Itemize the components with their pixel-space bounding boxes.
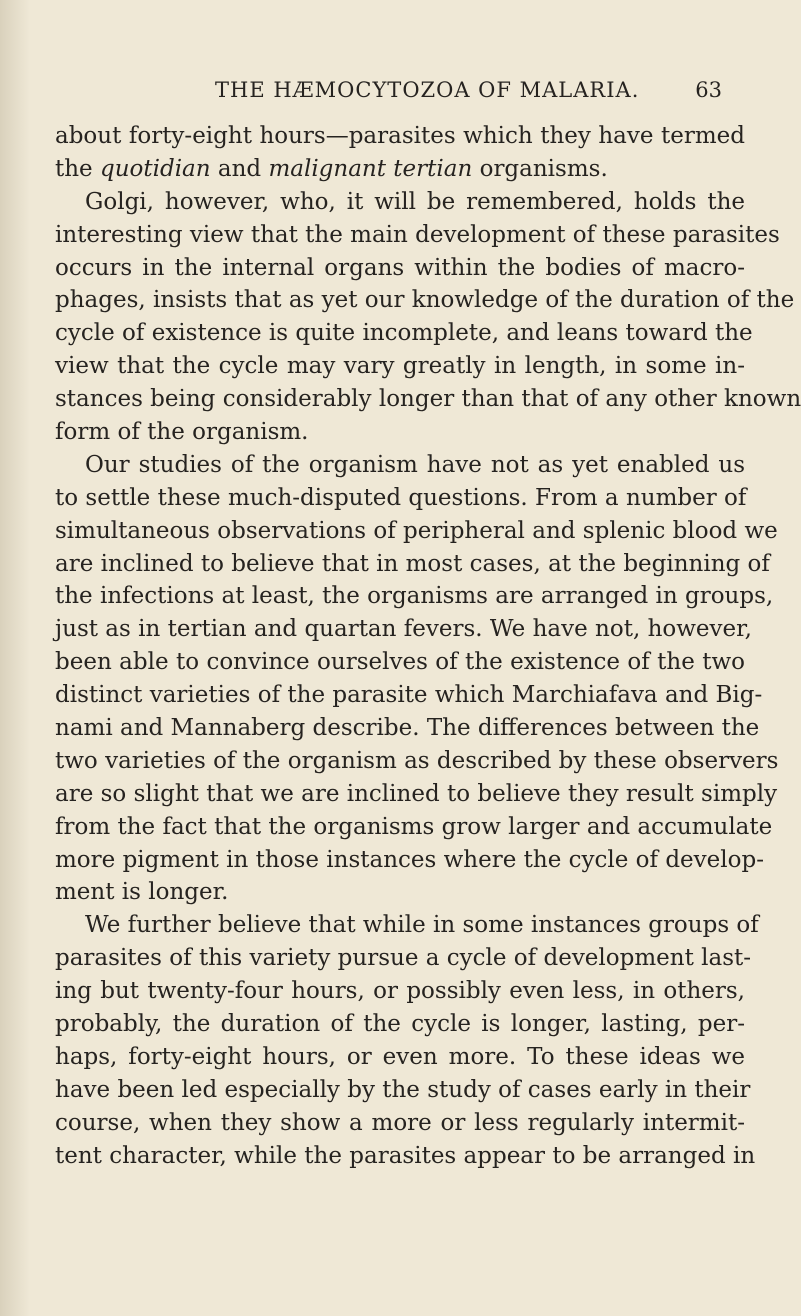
running-head: THE HÆMOCYTOZOA OF MALARIA.: [215, 78, 640, 102]
text-line: have been led especially by the study of cases early in their: [55, 1076, 751, 1103]
text-line: about forty-eight hours—parasites which they have termed: [55, 123, 745, 149]
italic-term: malignant tertian: [268, 155, 473, 182]
text-line: are inclined to believe that in most cases, at the beginning of: [55, 550, 770, 577]
text-line: Our studies of the organism have not as yet enabled us: [85, 451, 745, 478]
text-line: from the fact that the organisms grow larger and accumulate: [55, 813, 773, 840]
page-header: [50, 78, 750, 108]
text-line: phages, insists that as yet our knowledge of the duration of the: [55, 287, 795, 314]
italic-term: quotidian: [99, 155, 211, 182]
text-line: to settle these much-disputed questions. From a number of: [55, 484, 747, 511]
text-line: course, when they show a more or less regularly intermit-: [55, 1109, 745, 1136]
text-line: stances being considerably longer than that of any other known: [55, 386, 801, 413]
text-line: interesting view that the main development of these parasites: [55, 221, 780, 248]
text-fragment: organisms.: [479, 155, 608, 182]
page-number: 63: [695, 78, 722, 102]
text-line: distinct varieties of the parasite which Marchiafava and Big-: [55, 682, 763, 709]
text-line: parasites of this variety pursue a cycle of development last-: [55, 945, 752, 972]
text-line: ing but twenty-four hours, or possibly even less, in others,: [55, 978, 745, 1005]
text-line: cycle of existence is quite incomplete, and leans toward the: [55, 320, 753, 347]
text-line: the infections at least, the organisms are arranged in groups,: [55, 583, 774, 610]
text-line: probably, the duration of the cycle is longer, lasting, per-: [55, 1011, 745, 1038]
text-line: occurs in the internal organs within the bodies of macro-: [55, 254, 745, 281]
text-line: nami and Mannaberg describe. The differences between the: [55, 715, 760, 742]
text-line: [55, 153, 745, 186]
text-line: been able to convince ourselves of the existence of the two: [55, 649, 745, 676]
text-line: tent character, while the parasites appear to be arranged in: [55, 1142, 756, 1169]
text-fragment: and: [217, 155, 262, 182]
text-line: ment is longer.: [55, 879, 229, 906]
text-line: We further believe that while in some instances groups of: [85, 912, 759, 939]
text-line: just as in tertian and quartan fevers. We have not, however,: [55, 616, 752, 643]
text-line: Golgi, however, who, it will be remembered, holds the: [85, 188, 745, 215]
text-line: haps, forty-eight hours, or even more. To these ideas we: [55, 1043, 745, 1070]
text-line: are so slight that we are inclined to believe they result simply: [55, 780, 778, 807]
text-line: form of the organism.: [55, 419, 309, 446]
text-line: simultaneous observations of peripheral and splenic blood we: [55, 517, 778, 544]
text-line: view that the cycle may vary greatly in length, in some in-: [55, 353, 745, 380]
text-line: two varieties of the organism as described by these observers: [55, 747, 779, 774]
page-edge-shadow: [0, 0, 30, 1316]
text-line: more pigment in those instances where the cycle of develop-: [55, 846, 764, 873]
text-fragment: the: [55, 155, 93, 182]
body-text: [55, 120, 801, 1173]
